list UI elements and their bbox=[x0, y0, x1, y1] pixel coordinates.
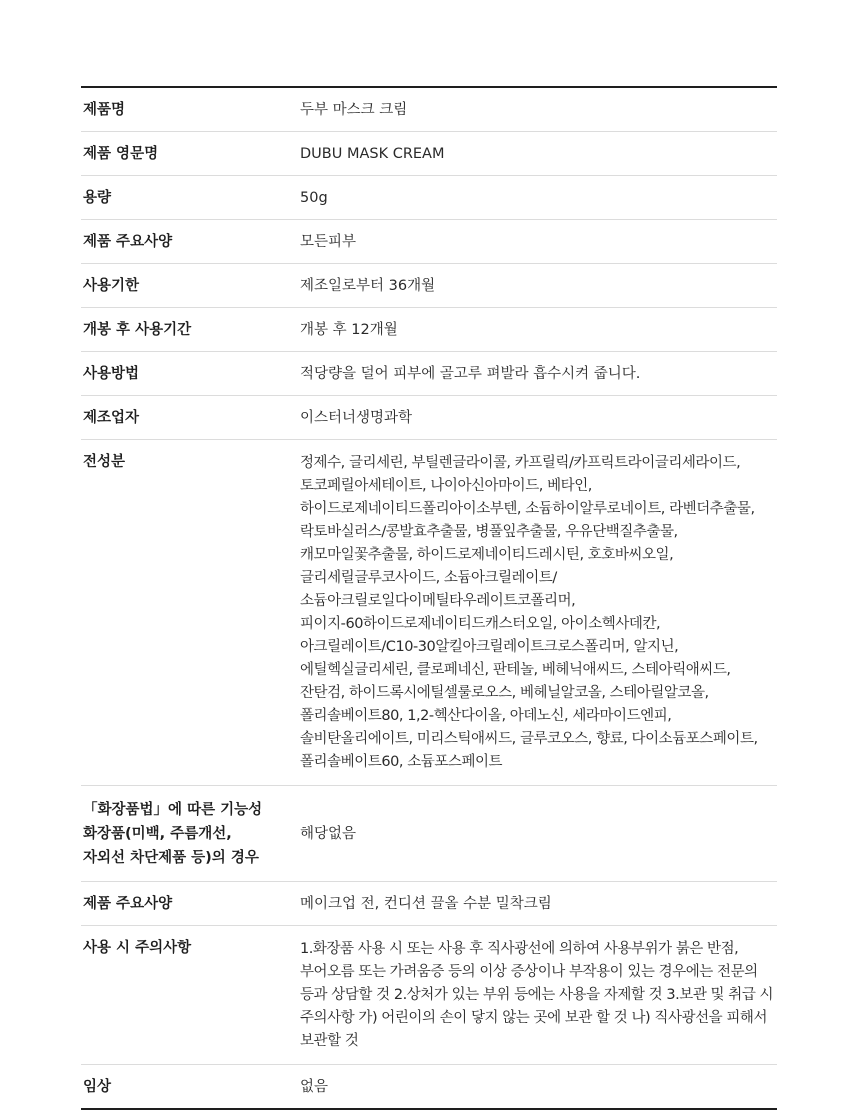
row-value: 50g bbox=[300, 190, 328, 206]
product-info-table bbox=[81, 86, 777, 1110]
info-row-manufacturer bbox=[81, 395, 777, 439]
info-row-cautions bbox=[81, 925, 777, 1064]
info-row-clinical bbox=[81, 1064, 777, 1108]
row-label: 제조업자 bbox=[83, 410, 140, 426]
row-label: 「화장품법」에 따른 기능성 화장품(미백, 주름개선, 자외선 차단제품 등)의 경우 bbox=[83, 802, 263, 866]
row-value: 적당량을 덜어 피부에 골고루 펴발라 흡수시켜 줍니다. bbox=[300, 366, 641, 382]
row-label: 용량 bbox=[83, 190, 112, 206]
row-value: 제조일로부터 36개월 bbox=[300, 278, 436, 294]
row-value: 모든피부 bbox=[300, 234, 357, 250]
row-value: 메이크업 전, 컨디션 끌올 수분 밀착크림 bbox=[300, 896, 552, 912]
ingredients-text: 정제수, 글리세린, 부틸렌글라이콜, 카프릴릭/카프릭트라이글리세라이드, 토코페릴아세테이트, 나이아신아마이드, 베타인, 하이드로제네이티드폴리아이소부텐, 소듐하이알루로네이트, 라벤더추출물, 락토바실러스/콩발효추출물, 병풀잎추출물, 우유단백질추출물, 캐모마일꽃추출물, 하이드로제네이티드레시틴, 호호바씨오일, 글리세릴글루코사이드, 소듐아크릴레이트/소듐아크릴로일다이메틸타우레이트코폴리머, 피이지-60하이드로제네이티드캐스터오일, 아이소헥사데칸, 아크릴레이트/C10-30알킬아크릴레이트크로스폴리머, 알지닌, 에틸헥실글리세린, 클로페네신, 판테놀, 베헤닉애씨드, 스테아릭애씨드, 잔탄검, 하이드록시에틸셀룰로오스, 베헤닐알코올, 스테아릴알코올, 폴리솔베이트80, 1,2-헥산다이올, 아데노신, 세라마이드엔피, 솔비탄올리에이트, 미리스틱애씨드, 글루코오스, 향료, 다이소듐포스페이트, 폴리솔베이트60, 소듐포스페이트 bbox=[300, 455, 758, 770]
info-row-after-opening bbox=[81, 307, 777, 351]
row-label: 개봉 후 사용기간 bbox=[83, 322, 192, 338]
row-label: 제품 주요사양 bbox=[83, 234, 173, 250]
info-row-product-name bbox=[81, 88, 777, 131]
row-label: 사용방법 bbox=[83, 366, 140, 382]
row-label: 제품 주요사양 bbox=[83, 896, 173, 912]
row-value: 해당없음 bbox=[300, 826, 357, 842]
info-row-main-spec-2 bbox=[81, 881, 777, 925]
row-value: 없음 bbox=[300, 1079, 329, 1095]
row-label: 전성분 bbox=[83, 454, 126, 470]
row-value: 이스터너생명과학 bbox=[300, 410, 413, 426]
row-value: 두부 마스크 크림 bbox=[300, 102, 408, 118]
info-row-capacity bbox=[81, 175, 777, 219]
info-row-english-name bbox=[81, 131, 777, 175]
row-label: 사용기한 bbox=[83, 278, 140, 294]
info-row-functional-cosmetics bbox=[81, 785, 777, 881]
cautions-text: 1.화장품 사용 시 또는 사용 후 직사광선에 의하여 사용부위가 붉은 반점, 부어오름 또는 가려움증 등의 이상 증상이나 부작용이 있는 경우에는 전문의 등과 상담할 것 2.상처가 있는 부위 등에는 사용을 자제할 것 3.보관 및 취급 시 주의사항 가) 어린이의 손이 닿지 않는 곳에 보관 할 것 나) 직사광선을 피해서 보관할 것 bbox=[300, 941, 774, 1049]
row-value: 개봉 후 12개월 bbox=[300, 322, 398, 338]
row-label: 제품명 bbox=[83, 102, 126, 118]
row-label: 임상 bbox=[83, 1079, 112, 1095]
info-row-ingredients bbox=[81, 439, 777, 785]
row-label: 사용 시 주의사항 bbox=[83, 940, 192, 956]
row-label: 제품 영문명 bbox=[83, 146, 159, 162]
info-row-main-spec bbox=[81, 219, 777, 263]
info-row-expiry bbox=[81, 263, 777, 307]
row-value: DUBU MASK CREAM bbox=[300, 146, 445, 162]
info-row-usage bbox=[81, 351, 777, 395]
